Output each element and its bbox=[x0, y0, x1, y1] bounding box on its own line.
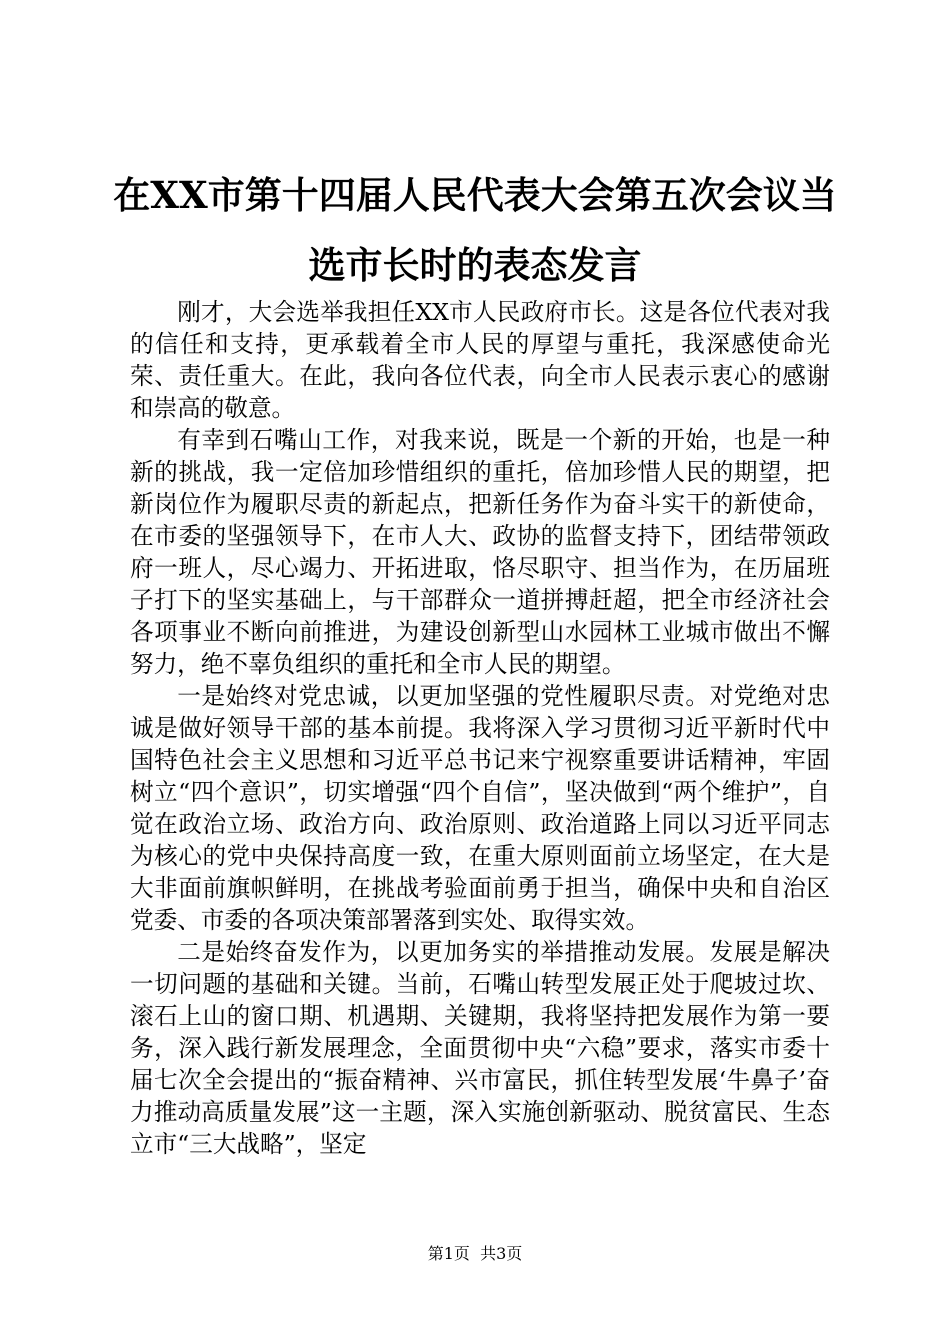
paragraph-2: 有幸到石嘴山工作，对我来说，既是一个新的开始，也是一种新的挑战，我一定倍加珍惜组织的重托，倍加珍惜人民的期望，把新岗位作为履职尽责的新起点，把新任务作为奋斗实干的新使命，在市委的坚强领导下，在市人大、政协的监督支持下，团结带领政府一班人，尽心竭力、开拓进取，恪尽职守、担当作为，在历届班子打下的坚实基础上，与干部群众一道拼搏赶超，把全市经济社会各项事业不断向前推进，为建设创新型山水园林工业城市做出不懈努力，绝不辜负组织的重托和全市人民的期望。 bbox=[130, 426, 830, 678]
paragraph-3: 一是始终对党忠诚，以更加坚强的党性履职尽责。对党绝对忠诚是做好领导干部的基本前提。我将深入学习贯彻习近平新时代中国特色社会主义思想和习近平总书记来宁视察重要讲话精神，牢固树立“四个意识”，切实增强“四个自信”，坚决做到“两个维护”，自觉在政治立场、政治方向、政治原则、政治道路上同以习近平同志为核心的党中央保持高度一致，在重大原则面前立场坚定，在大是大非面前旗帜鲜明，在挑战考验面前勇于担当，确保中央和自治区党委、市委的各项决策部署落到实处、取得实效。 bbox=[130, 682, 830, 934]
document-body bbox=[130, 296, 830, 1160]
paragraph-4: 二是始终奋发作为，以更加务实的举措推动发展。发展是解决一切问题的基础和关键。当前，石嘴山转型发展正处于爬坡过坎、滚石上山的窗口期、机遇期、关键期，我将坚持把发展作为第一要务，深入践行新发展理念，全面贯彻中央“六稳”要求，落实市委十届七次全会提出的“振奋精神、兴市富民，抓住转型发展‘牛鼻子’奋力推动高质量发展”这一主题，深入实施创新驱动、脱贫富民、生态立市“三大战略”，坚定 bbox=[130, 938, 830, 1158]
paragraph-1: 刚才，大会选举我担任XX市人民政府市长。这是各位代表对我的信任和支持，更承载着全市人民的厚望与重托，我深感使命光荣、责任重大。在此，我向各位代表，向全市人民表示衷心的感谢和崇高的敬意。 bbox=[130, 298, 830, 422]
title-line-2: 选市长时的表态发言 bbox=[308, 243, 642, 287]
title-line-1: 在XX市第十四届人民代表大会第五次会议当 bbox=[113, 173, 837, 217]
page-footer: 第1页 共3页 bbox=[427, 1244, 523, 1263]
document-title bbox=[110, 160, 840, 300]
